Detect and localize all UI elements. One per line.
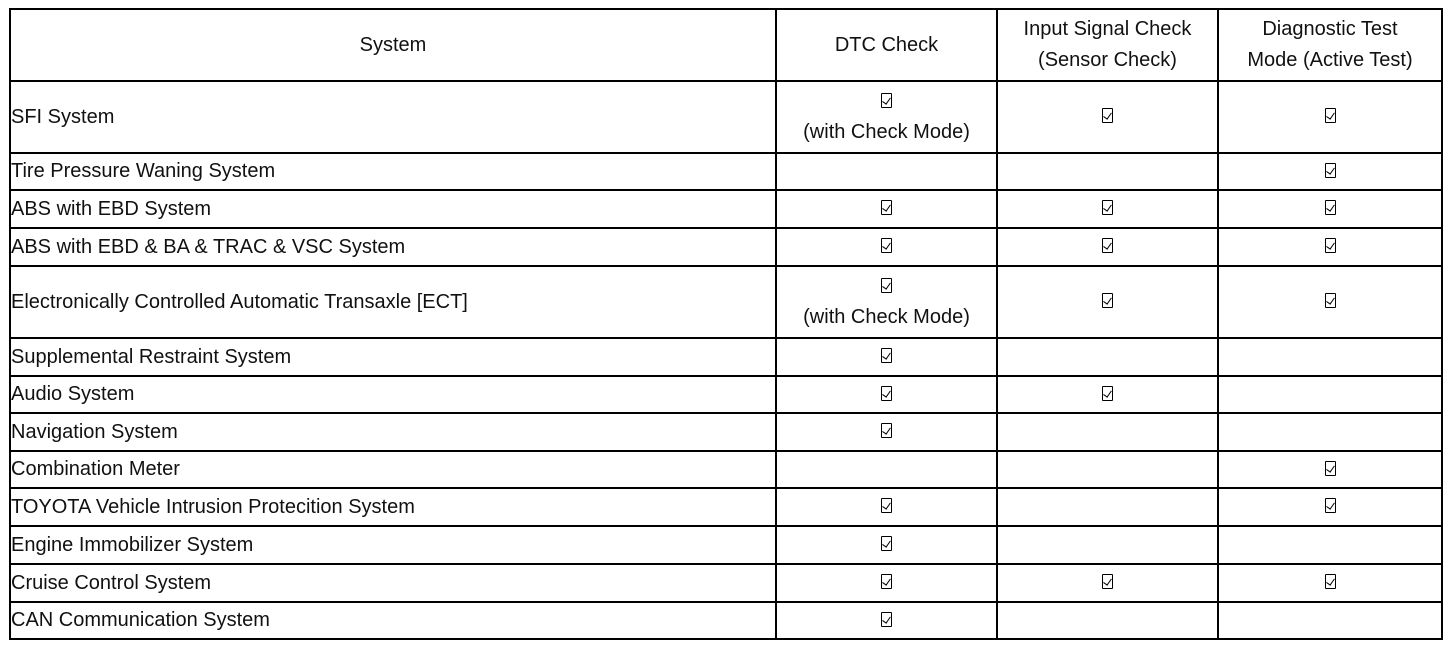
input-cell xyxy=(997,413,1218,451)
dtc-cell xyxy=(776,488,997,526)
system-name-cell: Tire Pressure Waning System xyxy=(10,153,776,190)
input-cell xyxy=(997,564,1218,602)
system-name-cell: CAN Communication System xyxy=(10,602,776,639)
diag-cell xyxy=(1218,376,1442,413)
system-name-cell: Combination Meter xyxy=(10,451,776,488)
check-box-icon xyxy=(1102,200,1113,215)
header-diag-line-2: Mode (Active Test) xyxy=(1247,49,1413,71)
table-row xyxy=(10,338,1442,376)
table-row xyxy=(10,376,1442,413)
dtc-cell xyxy=(776,602,997,639)
check-box-icon xyxy=(881,386,892,401)
check-box-icon xyxy=(881,200,892,215)
system-name-cell: Navigation System xyxy=(10,413,776,451)
input-cell xyxy=(997,602,1218,639)
check-box-icon xyxy=(881,536,892,551)
diag-cell xyxy=(1218,266,1442,338)
input-cell xyxy=(997,338,1218,376)
system-name-cell: Electronically Controlled Automatic Transaxle [ECT] xyxy=(10,266,776,338)
check-box-icon xyxy=(1102,238,1113,253)
check-box-icon xyxy=(1325,498,1336,513)
table-row xyxy=(10,81,1442,153)
system-name-cell: TOYOTA Vehicle Intrusion Protecition System xyxy=(10,488,776,526)
system-name-cell: Engine Immobilizer System xyxy=(10,526,776,564)
system-name-cell: Cruise Control System xyxy=(10,564,776,602)
table-row xyxy=(10,266,1442,338)
header-dtc-check: DTC Check xyxy=(776,9,997,81)
input-cell xyxy=(997,526,1218,564)
table-row xyxy=(10,190,1442,228)
input-cell xyxy=(997,153,1218,190)
check-mode-note: (with Check Mode) xyxy=(803,121,970,143)
system-name-cell: Supplemental Restraint System xyxy=(10,338,776,376)
check-box-icon xyxy=(881,574,892,589)
check-box-icon xyxy=(881,278,892,293)
dtc-cell xyxy=(776,526,997,564)
check-box-icon xyxy=(881,612,892,627)
table-row xyxy=(10,526,1442,564)
dtc-cell xyxy=(776,338,997,376)
input-cell xyxy=(997,190,1218,228)
table-row xyxy=(10,451,1442,488)
diag-cell xyxy=(1218,526,1442,564)
dtc-cell xyxy=(776,451,997,488)
system-name-cell: SFI System xyxy=(10,81,776,153)
diag-cell xyxy=(1218,451,1442,488)
dtc-cell xyxy=(776,266,997,338)
dtc-cell xyxy=(776,153,997,190)
table-row xyxy=(10,488,1442,526)
check-box-icon xyxy=(881,93,892,108)
system-name-cell: ABS with EBD System xyxy=(10,190,776,228)
diag-cell xyxy=(1218,488,1442,526)
check-box-icon xyxy=(881,498,892,513)
check-box-icon xyxy=(1325,461,1336,476)
check-box-icon xyxy=(1325,238,1336,253)
check-mode-note: (with Check Mode) xyxy=(803,306,970,328)
dtc-cell xyxy=(776,81,997,153)
input-cell xyxy=(997,376,1218,413)
check-box-icon xyxy=(881,348,892,363)
header-input-line-2: (Sensor Check) xyxy=(1038,49,1177,71)
diagnostic-function-table xyxy=(9,8,1443,640)
diag-cell xyxy=(1218,190,1442,228)
diag-cell xyxy=(1218,413,1442,451)
table-row xyxy=(10,564,1442,602)
dtc-cell xyxy=(776,564,997,602)
header-diag-line-1: Diagnostic Test xyxy=(1262,18,1398,40)
system-name-cell: ABS with EBD & BA & TRAC & VSC System xyxy=(10,228,776,266)
dtc-cell xyxy=(776,376,997,413)
check-box-icon xyxy=(1325,200,1336,215)
header-system: System xyxy=(10,9,776,81)
input-cell xyxy=(997,81,1218,153)
diag-cell xyxy=(1218,338,1442,376)
check-box-icon xyxy=(881,423,892,438)
check-box-icon xyxy=(1325,108,1336,123)
dtc-cell xyxy=(776,228,997,266)
input-cell xyxy=(997,488,1218,526)
diag-cell xyxy=(1218,228,1442,266)
check-box-icon xyxy=(1102,293,1113,308)
check-box-icon xyxy=(1102,574,1113,589)
header-input-signal-check xyxy=(997,9,1218,81)
diag-cell xyxy=(1218,81,1442,153)
dtc-cell xyxy=(776,190,997,228)
diag-cell xyxy=(1218,602,1442,639)
input-cell xyxy=(997,228,1218,266)
table-row xyxy=(10,153,1442,190)
check-box-icon xyxy=(1325,163,1336,178)
table-row xyxy=(10,413,1442,451)
check-box-icon xyxy=(881,238,892,253)
check-box-icon xyxy=(1102,386,1113,401)
dtc-cell xyxy=(776,413,997,451)
header-input-line-1: Input Signal Check xyxy=(1023,18,1192,40)
input-cell xyxy=(997,266,1218,338)
system-name-cell: Audio System xyxy=(10,376,776,413)
header-row xyxy=(10,9,1442,81)
diag-cell xyxy=(1218,564,1442,602)
check-box-icon xyxy=(1102,108,1113,123)
check-box-icon xyxy=(1325,574,1336,589)
table-row xyxy=(10,602,1442,639)
check-box-icon xyxy=(1325,293,1336,308)
diag-cell xyxy=(1218,153,1442,190)
table-row xyxy=(10,228,1442,266)
header-diagnostic-test-mode xyxy=(1218,9,1442,81)
input-cell xyxy=(997,451,1218,488)
